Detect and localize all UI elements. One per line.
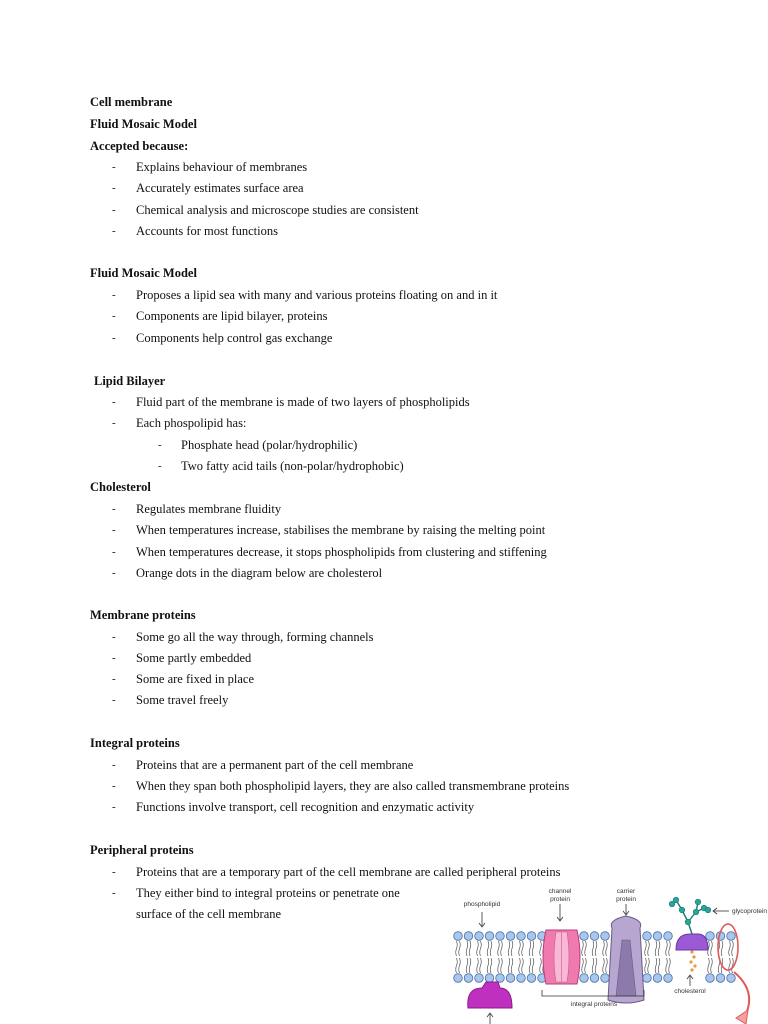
- phospholipid-head: [580, 932, 589, 941]
- cholesterol-dot: [690, 950, 693, 953]
- phospholipid-head: [601, 932, 610, 941]
- phospholipid-head: [706, 932, 715, 941]
- phospholipid-head: [580, 974, 589, 983]
- bullet-dash: -: [112, 673, 116, 685]
- section-heading: Integral proteins: [90, 736, 180, 750]
- highlight-circle: [718, 924, 738, 970]
- bullet-dash: -: [112, 204, 116, 216]
- sub-list-item: Phosphate head (polar/hydrophilic): [181, 438, 358, 452]
- phospholipid-tail: [603, 941, 605, 956]
- phospholipid-tail: [540, 941, 542, 956]
- phospholipid-tail: [666, 958, 668, 973]
- phospholipid-tail: [522, 941, 524, 956]
- sugar-molecule: [685, 919, 691, 925]
- phospholipid-tail: [606, 941, 608, 956]
- cholesterol-dot: [689, 960, 692, 963]
- phospholipid-tail: [595, 958, 597, 973]
- phospholipid-tail: [519, 941, 521, 956]
- phospholipid-tail: [477, 958, 479, 973]
- sugar-molecule: [693, 909, 699, 915]
- phospholipid-head: [727, 974, 736, 983]
- phospholipid-head: [601, 974, 610, 983]
- channel-protein-label: protein: [550, 896, 570, 903]
- phospholipid-tail: [456, 958, 458, 973]
- phospholipid-tail: [648, 941, 650, 956]
- phospholipid-tail: [655, 941, 657, 956]
- glycoprotein-sugars: [669, 897, 711, 925]
- phospholipid-tail: [669, 958, 671, 973]
- phospholipid-tail: [508, 941, 510, 956]
- phospholipid-tail: [592, 941, 594, 956]
- section-heading: Membrane proteins: [90, 608, 196, 622]
- glycoprotein-sugar-chain: [676, 900, 704, 934]
- list-item: Some are fixed in place: [136, 672, 255, 686]
- phospholipid-head: [506, 974, 515, 983]
- section-heading: Peripheral proteins: [90, 843, 194, 857]
- list-item: Each phospolipid has:: [136, 416, 247, 430]
- cholesterol-dot: [690, 968, 693, 971]
- phospholipid-tail: [529, 941, 531, 956]
- accepted-heading: Accepted because:: [90, 139, 189, 153]
- phospholipid-head: [653, 974, 662, 983]
- list-item: Regulates membrane fluidity: [136, 502, 282, 516]
- bullet-dash: -: [112, 759, 116, 771]
- phospholipid-head: [590, 932, 599, 941]
- bullet-dash: -: [112, 567, 116, 579]
- phospholipid-tail: [585, 941, 587, 956]
- phospholipid-tail: [729, 958, 731, 973]
- bullet-dash: -: [112, 289, 116, 301]
- bullet-dash: -: [112, 310, 116, 322]
- phospholipid-tail: [645, 941, 647, 956]
- phospholipid-tail: [732, 958, 734, 973]
- phospholipid-tail: [595, 941, 597, 956]
- list-item: When temperatures increase, stabilises the membrane by raising the melting point: [136, 523, 546, 537]
- peripheral-protein: [468, 982, 512, 1008]
- bullet-dash: -: [112, 866, 116, 878]
- phospholipid-tail: [658, 958, 660, 973]
- phospholipid-head: [485, 932, 494, 941]
- cholesterol-dot: [692, 955, 695, 958]
- phospholipid-head: [517, 932, 526, 941]
- phospholipid-tail: [585, 958, 587, 973]
- phospholipid-tail: [708, 958, 710, 973]
- phospholipid-head: [464, 932, 473, 941]
- phospholipid-tail: [666, 941, 668, 956]
- phospholipid-tail: [501, 958, 503, 973]
- phospholipid-tail: [711, 958, 713, 973]
- bullet-dash: -: [112, 225, 116, 237]
- phospholipid-tail: [603, 958, 605, 973]
- highlight-arrow-head: [736, 1010, 748, 1024]
- phospholipid-tail: [466, 958, 468, 973]
- list-item: Chemical analysis and microscope studies are consistent: [136, 203, 419, 217]
- phospholipid-tail: [498, 958, 500, 973]
- phospholipid-tail: [532, 941, 534, 956]
- phospholipid-tail: [466, 941, 468, 956]
- phospholipid-tail: [592, 958, 594, 973]
- cholesterol-dots: [689, 950, 696, 971]
- phospholipid-head: [485, 974, 494, 983]
- phospholipid-head: [475, 974, 484, 983]
- bullet-dash: -: [112, 182, 116, 194]
- phospholipid-tail: [669, 941, 671, 956]
- sugar-molecule: [695, 899, 701, 905]
- phospholipid-tail: [582, 941, 584, 956]
- phospholipid-tail: [477, 941, 479, 956]
- phospholipid-tail: [711, 941, 713, 956]
- list-item: When temperatures decrease, it stops phospholipids from clustering and stiffening: [136, 545, 547, 559]
- list-item: Components are lipid bilayer, proteins: [136, 309, 328, 323]
- list-item: When they span both phospholipid layers, they are also called transmembrane proteins: [136, 779, 570, 793]
- list-item: Fluid part of the membrane is made of two layers of phospholipids: [136, 395, 470, 409]
- phospholipid-tail: [508, 958, 510, 973]
- phospholipid-head: [716, 974, 725, 983]
- bullet-dash: -: [112, 631, 116, 643]
- phospholipid-tail: [498, 941, 500, 956]
- phospholipid-head: [454, 932, 463, 941]
- sugar-molecule: [705, 907, 711, 913]
- bullet-dash: -: [112, 503, 116, 515]
- list-item: Accounts for most functions: [136, 224, 278, 238]
- section-heading: Cholesterol: [90, 480, 151, 494]
- bullet-dash: -: [158, 460, 162, 472]
- phospholipid-tail: [459, 941, 461, 956]
- phospholipid-head: [454, 974, 463, 983]
- phospholipid-tail: [511, 958, 513, 973]
- phospholipid-head: [664, 932, 673, 941]
- list-item: Some go all the way through, forming channels: [136, 630, 374, 644]
- phospholipid-tail: [729, 941, 731, 956]
- phospholipid-head: [706, 974, 715, 983]
- phospholipid-head: [643, 932, 652, 941]
- subtitle: Fluid Mosaic Model: [90, 117, 197, 131]
- carrier-protein-label: protein: [616, 896, 636, 903]
- list-item: Accurately estimates surface area: [136, 181, 304, 195]
- phospholipid-tail: [459, 958, 461, 973]
- integral-proteins-label: integral proteins: [570, 1001, 618, 1008]
- phospholipid-head: [527, 932, 536, 941]
- list-item: Explains behaviour of membranes: [136, 160, 308, 174]
- list-item: They either bind to integral proteins or penetrate one: [136, 886, 400, 900]
- glycoprotein-protein: [676, 934, 708, 950]
- phospholipid-tail: [658, 941, 660, 956]
- phospholipid-tail: [519, 958, 521, 973]
- phospholipid-head: [664, 974, 673, 983]
- membrane-diagram: [446, 880, 768, 1024]
- phospholipid-head: [727, 932, 736, 941]
- phospholipid-tail: [456, 941, 458, 956]
- bullet-dash: -: [158, 439, 162, 451]
- list-item: Orange dots in the diagram below are cholesterol: [136, 566, 383, 580]
- list-item: Some travel freely: [136, 693, 229, 707]
- sugar-molecule: [669, 901, 675, 907]
- bullet-dash: -: [112, 801, 116, 813]
- phospholipid-head: [653, 932, 662, 941]
- bullet-dash: -: [112, 417, 116, 429]
- list-item-continuation: surface of the cell membrane: [136, 907, 282, 921]
- phospholipid-head: [496, 932, 505, 941]
- phospholipid-head: [506, 932, 515, 941]
- phospholipid-tail: [540, 958, 542, 973]
- glycoprotein-label: glycoprotein: [732, 908, 768, 915]
- phospholipid-tail: [721, 941, 723, 956]
- phospholipid-tail: [480, 958, 482, 973]
- phospholipid-tail: [732, 941, 734, 956]
- phospholipid-tail: [532, 958, 534, 973]
- phospholipid-head: [496, 974, 505, 983]
- phospholipid-tail: [480, 941, 482, 956]
- bullet-dash: -: [112, 546, 116, 558]
- phospholipid-tail: [648, 958, 650, 973]
- phospholipid-tail: [522, 958, 524, 973]
- phospholipid-tail: [469, 958, 471, 973]
- phospholipid-tail: [487, 941, 489, 956]
- channel-protein-label: channel: [548, 888, 572, 895]
- bullet-dash: -: [112, 887, 116, 899]
- phospholipid-tail: [501, 941, 503, 956]
- list-item: Proteins that are a permanent part of the cell membrane: [136, 758, 414, 772]
- phospholipid-tail: [490, 958, 492, 973]
- page-title: Cell membrane: [90, 95, 173, 109]
- phospholipid-tail: [582, 958, 584, 973]
- phospholipid-tail: [606, 958, 608, 973]
- phospholipid-head: [590, 974, 599, 983]
- list-item: Proposes a lipid sea with many and various proteins floating on and in it: [136, 288, 498, 302]
- phospholipid-head: [643, 974, 652, 983]
- bullet-dash: -: [112, 161, 116, 173]
- phospholipid-label: phospholipid: [463, 901, 501, 908]
- bullet-dash: -: [112, 780, 116, 792]
- cholesterol-dot: [693, 964, 696, 967]
- phospholipid-head: [527, 974, 536, 983]
- phospholipid-tail: [469, 941, 471, 956]
- list-item: Functions involve transport, cell recognition and enzymatic activity: [136, 800, 475, 814]
- list-item: Components help control gas exchange: [136, 331, 333, 345]
- bullet-dash: -: [112, 332, 116, 344]
- cholesterol-label: cholesterol: [674, 988, 706, 995]
- carrier-protein-label: carrier: [616, 888, 636, 895]
- bullet-dash: -: [112, 694, 116, 706]
- section-heading: Fluid Mosaic Model: [90, 266, 197, 280]
- phospholipid-head: [517, 974, 526, 983]
- sugar-molecule: [679, 907, 685, 913]
- phospholipid-tail: [529, 958, 531, 973]
- sub-list-item: Two fatty acid tails (non-polar/hydrophobic): [181, 459, 404, 473]
- bullet-dash: -: [112, 652, 116, 664]
- phospholipid-tail: [645, 958, 647, 973]
- phospholipid-tail: [490, 941, 492, 956]
- phospholipid-tail: [487, 958, 489, 973]
- phospholipid-tail: [655, 958, 657, 973]
- list-item: Proteins that are a temporary part of the cell membrane are called peripheral proteins: [136, 865, 561, 879]
- bullet-dash: -: [112, 396, 116, 408]
- bullet-dash: -: [112, 524, 116, 536]
- list-item: Some partly embedded: [136, 651, 252, 665]
- section-heading: Lipid Bilayer: [94, 374, 166, 388]
- phospholipid-head: [464, 974, 473, 983]
- phospholipid-head: [475, 932, 484, 941]
- phospholipid-tail: [511, 941, 513, 956]
